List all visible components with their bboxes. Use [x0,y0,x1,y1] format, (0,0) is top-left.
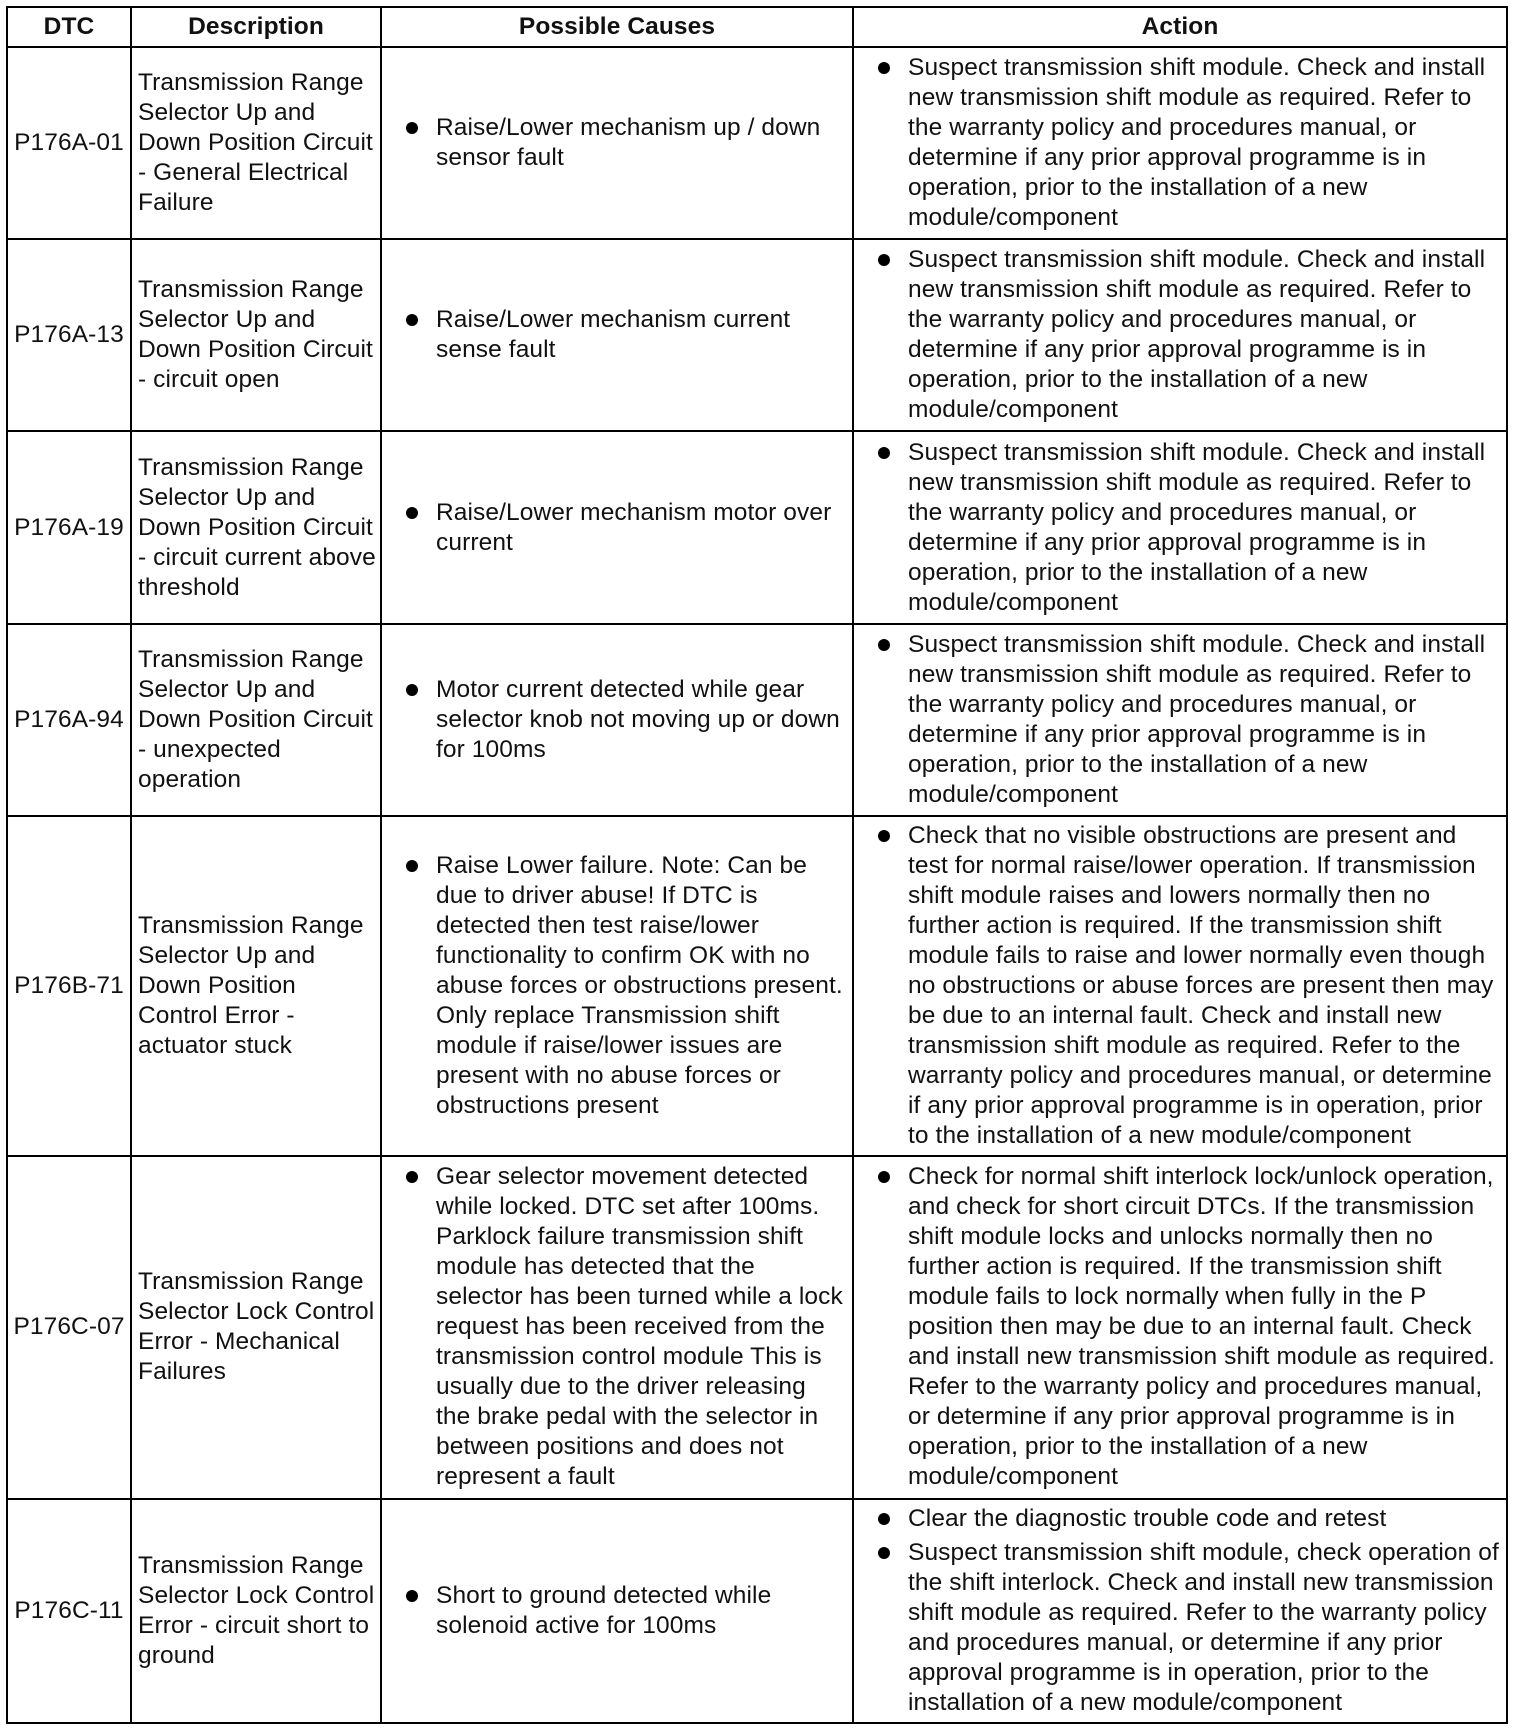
header-description: Description [131,7,381,47]
header-row [7,7,1507,47]
cause-item: Motor current detected while gear selector knob not moving up or down for 100ms [382,675,846,765]
dtc-description: Transmission Range Selector Up and Down Position Circuit - General Electrical Failure [131,47,381,239]
action [853,47,1507,239]
table-row [7,816,1507,1156]
action [853,431,1507,623]
cause-item: Raise/Lower mechanism current sense fault [382,305,846,365]
table-row [7,47,1507,239]
table-row [7,624,1507,816]
header-dtc: DTC [7,7,131,47]
possible-causes [381,1156,853,1498]
dtc-code: P176A-19 [7,431,131,623]
possible-causes [381,47,853,239]
table-body [7,47,1507,1723]
possible-causes [381,624,853,816]
cause-item: Raise/Lower mechanism up / down sensor fault [382,113,846,173]
action-item: Suspect transmission shift module. Check and install new transmission shift module as required. Refer to the warranty policy and procedures manual, or determine if any prior approval programme is in operation, prior to the installation of a new module/component [854,245,1500,425]
action-item: Suspect transmission shift module. Check and install new transmission shift module as required. Refer to the warranty policy and procedures manual, or determine if any prior approval programme is in operation, prior to the installation of a new module/component [854,438,1500,618]
dtc-code: P176A-94 [7,624,131,816]
table-row [7,431,1507,623]
action-item: Check that no visible obstructions are present and test for normal raise/lower operation. If transmission shift module raises and lowers normally then no further action is required. If the transmission shift module fails to raise and lower normally even though no obstructions or abuse forces are present then may be due to an internal fault. Check and install new transmission shift module as required. Refer to the warranty policy and procedures manual, or determine if any prior approval programme is in operation, prior to the installation of a new module/component [854,821,1500,1151]
cause-item: Gear selector movement detected while locked. DTC set after 100ms. Parklock failure transmission shift module has detected that the selector has been turned while a lock request has been received from the transmission control module This is usually due to the driver releasing the brake pedal with the selector in between positions and does not represent a fault [382,1162,846,1492]
dtc-code: P176A-13 [7,239,131,431]
cause-item: Short to ground detected while solenoid active for 100ms [382,1581,846,1641]
action [853,624,1507,816]
table-row [7,239,1507,431]
action-item: Suspect transmission shift module, check operation of the shift interlock. Check and install new transmission shift module as required. Refer to the warranty policy and procedures manual, or determine if any prior approval programme is in operation, prior to the installation of a new module/component [854,1538,1500,1718]
cause-item: Raise Lower failure. Note: Can be due to driver abuse! If DTC is detected then test raise/lower functionality to confirm OK with no abuse forces or obstructions present. Only replace Transmission shift module if raise/lower issues are present with no abuse forces or obstructions present [382,851,846,1121]
possible-causes [381,816,853,1156]
cause-item: Raise/Lower mechanism motor over current [382,498,846,558]
dtc-description: Transmission Range Selector Up and Down Position Circuit - unexpected operation [131,624,381,816]
action-item: Suspect transmission shift module. Check and install new transmission shift module as required. Refer to the warranty policy and procedures manual, or determine if any prior approval programme is in operation, prior to the installation of a new module/component [854,53,1500,233]
dtc-description: Transmission Range Selector Up and Down Position Control Error - actuator stuck [131,816,381,1156]
possible-causes [381,1499,853,1723]
dtc-code: P176B-71 [7,816,131,1156]
action [853,816,1507,1156]
dtc-description: Transmission Range Selector Up and Down Position Circuit - circuit open [131,239,381,431]
action [853,1499,1507,1723]
table-row [7,1156,1507,1498]
action [853,239,1507,431]
dtc-code: P176A-01 [7,47,131,239]
dtc-description: Transmission Range Selector Lock Control Error - Mechanical Failures [131,1156,381,1498]
possible-causes [381,431,853,623]
header-possible-causes: Possible Causes [381,7,853,47]
action-item: Suspect transmission shift module. Check and install new transmission shift module as required. Refer to the warranty policy and procedures manual, or determine if any prior approval programme is in operation, prior to the installation of a new module/component [854,630,1500,810]
table-header [7,7,1507,47]
table-row [7,1499,1507,1723]
dtc-code: P176C-07 [7,1156,131,1498]
action-item: Check for normal shift interlock lock/unlock operation, and check for short circuit DTCs. If the transmission shift module locks and unlocks normally then no further action is required. If the transmission shift module fails to lock normally when fully in the P position then may be due to an internal fault. Check and install new transmission shift module as required. Refer to the warranty policy and procedures manual, or determine if any prior approval programme is in operation, prior to the installation of a new module/component [854,1162,1500,1492]
action [853,1156,1507,1498]
dtc-description: Transmission Range Selector Lock Control Error - circuit short to ground [131,1499,381,1723]
dtc-code: P176C-11 [7,1499,131,1723]
action-item: Clear the diagnostic trouble code and retest [854,1504,1500,1534]
dtc-table [6,6,1508,1724]
dtc-description: Transmission Range Selector Up and Down Position Circuit - circuit current above threshold [131,431,381,623]
header-action: Action [853,7,1507,47]
possible-causes [381,239,853,431]
